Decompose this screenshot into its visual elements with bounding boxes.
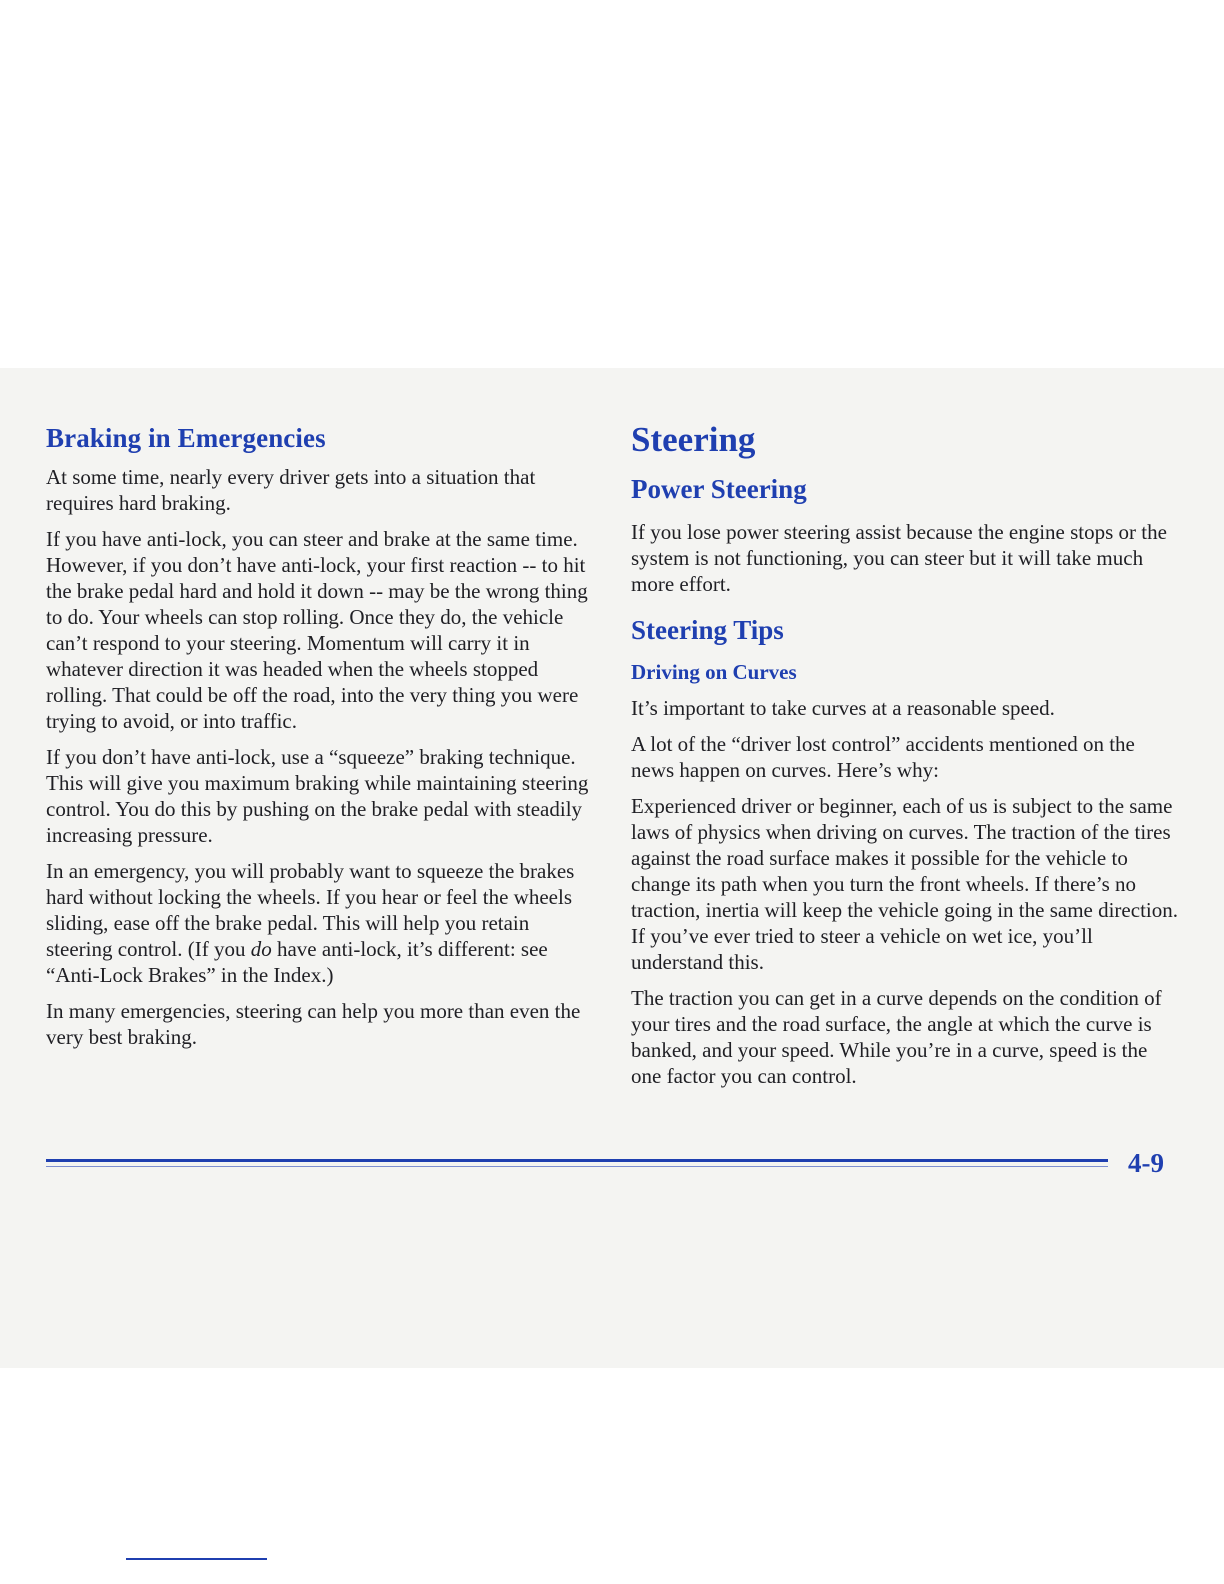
braking-paragraph-2: If you have anti-lock, you can steer and brake at the same time. However, if you don’t have anti-lock, your first reaction -- to hit the brake pedal hard and hold it down -- may be the wrong thing to do. Your wheels can stop rolling. Once they do, the vehicle can’t respond to your steering. Momentum will carry it in whatever direction it was headed when the wheels stopped rolling. That could be off the road, into the very thing you were trying to avoid, or into traffic.: [46, 527, 588, 733]
braking-paragraph-5: In many emergencies, steering can help you more than even the very best braking.: [46, 999, 581, 1049]
curves-paragraph-1: It’s important to take curves at a reasonable speed.: [631, 696, 1055, 720]
curves-paragraph-4: The traction you can get in a curve depends on the condition of your tires and the road surface, the angle at which the curve is banked, and your speed. While you’re in a curve, speed is the one factor you can control.: [631, 986, 1162, 1088]
braking-paragraph-1: At some time, nearly every driver gets into a situation that requires hard braking.: [46, 465, 536, 515]
braking-paragraph-4-end: have anti-lock, it’s different: see “Anti-Lock Brakes” in the Index.): [46, 937, 548, 987]
bottom-divider: [126, 1558, 267, 1560]
curves-paragraph-3: Experienced driver or beginner, each of us is subject to the same laws of physics when driving on curves. The traction of the tires against the road surface makes it possible for the vehicle to change its path when you turn the front wheels. If there’s no traction, inertia will keep the vehicle going in the same direction. If you’ve ever tried to steer a vehicle on wet ice, you’ll understand this.: [631, 794, 1178, 974]
braking-paragraph-4: [46, 858, 594, 988]
power-steering-paragraph: If you lose power steering assist because the engine stops or the system is not functioning, you can steer but it will take much more effort.: [631, 520, 1167, 596]
right-column: [631, 420, 1179, 1099]
braking-emergencies-heading: Braking in Emergencies: [46, 423, 326, 453]
braking-paragraph-4-start: In an emergency, you will probably want to squeeze the brakes hard without locking the wheels. If you hear or feel the wheels sliding, ease off the brake pedal. This will help you retain steering control. (If you: [46, 859, 575, 961]
power-steering-heading: Power Steering: [631, 474, 807, 504]
braking-paragraph-4-emphasis: do: [250, 937, 272, 961]
footer-rule: [46, 1159, 1108, 1162]
page-number: 4-9: [1128, 1148, 1164, 1178]
steering-heading: Steering: [631, 420, 756, 459]
left-column: [46, 423, 594, 1060]
driving-on-curves-heading: Driving on Curves: [631, 660, 797, 684]
curves-paragraph-2: A lot of the “driver lost control” accidents mentioned on the news happen on curves. Here’s why:: [631, 732, 1135, 782]
braking-paragraph-3: If you don’t have anti-lock, use a “squeeze” braking technique. This will give you maximum braking while maintaining steering control. You do this by pushing on the brake pedal with steadily increasing pressure.: [46, 745, 589, 847]
steering-tips-heading: Steering Tips: [631, 615, 784, 645]
footer-rule-thin: [46, 1166, 1108, 1167]
